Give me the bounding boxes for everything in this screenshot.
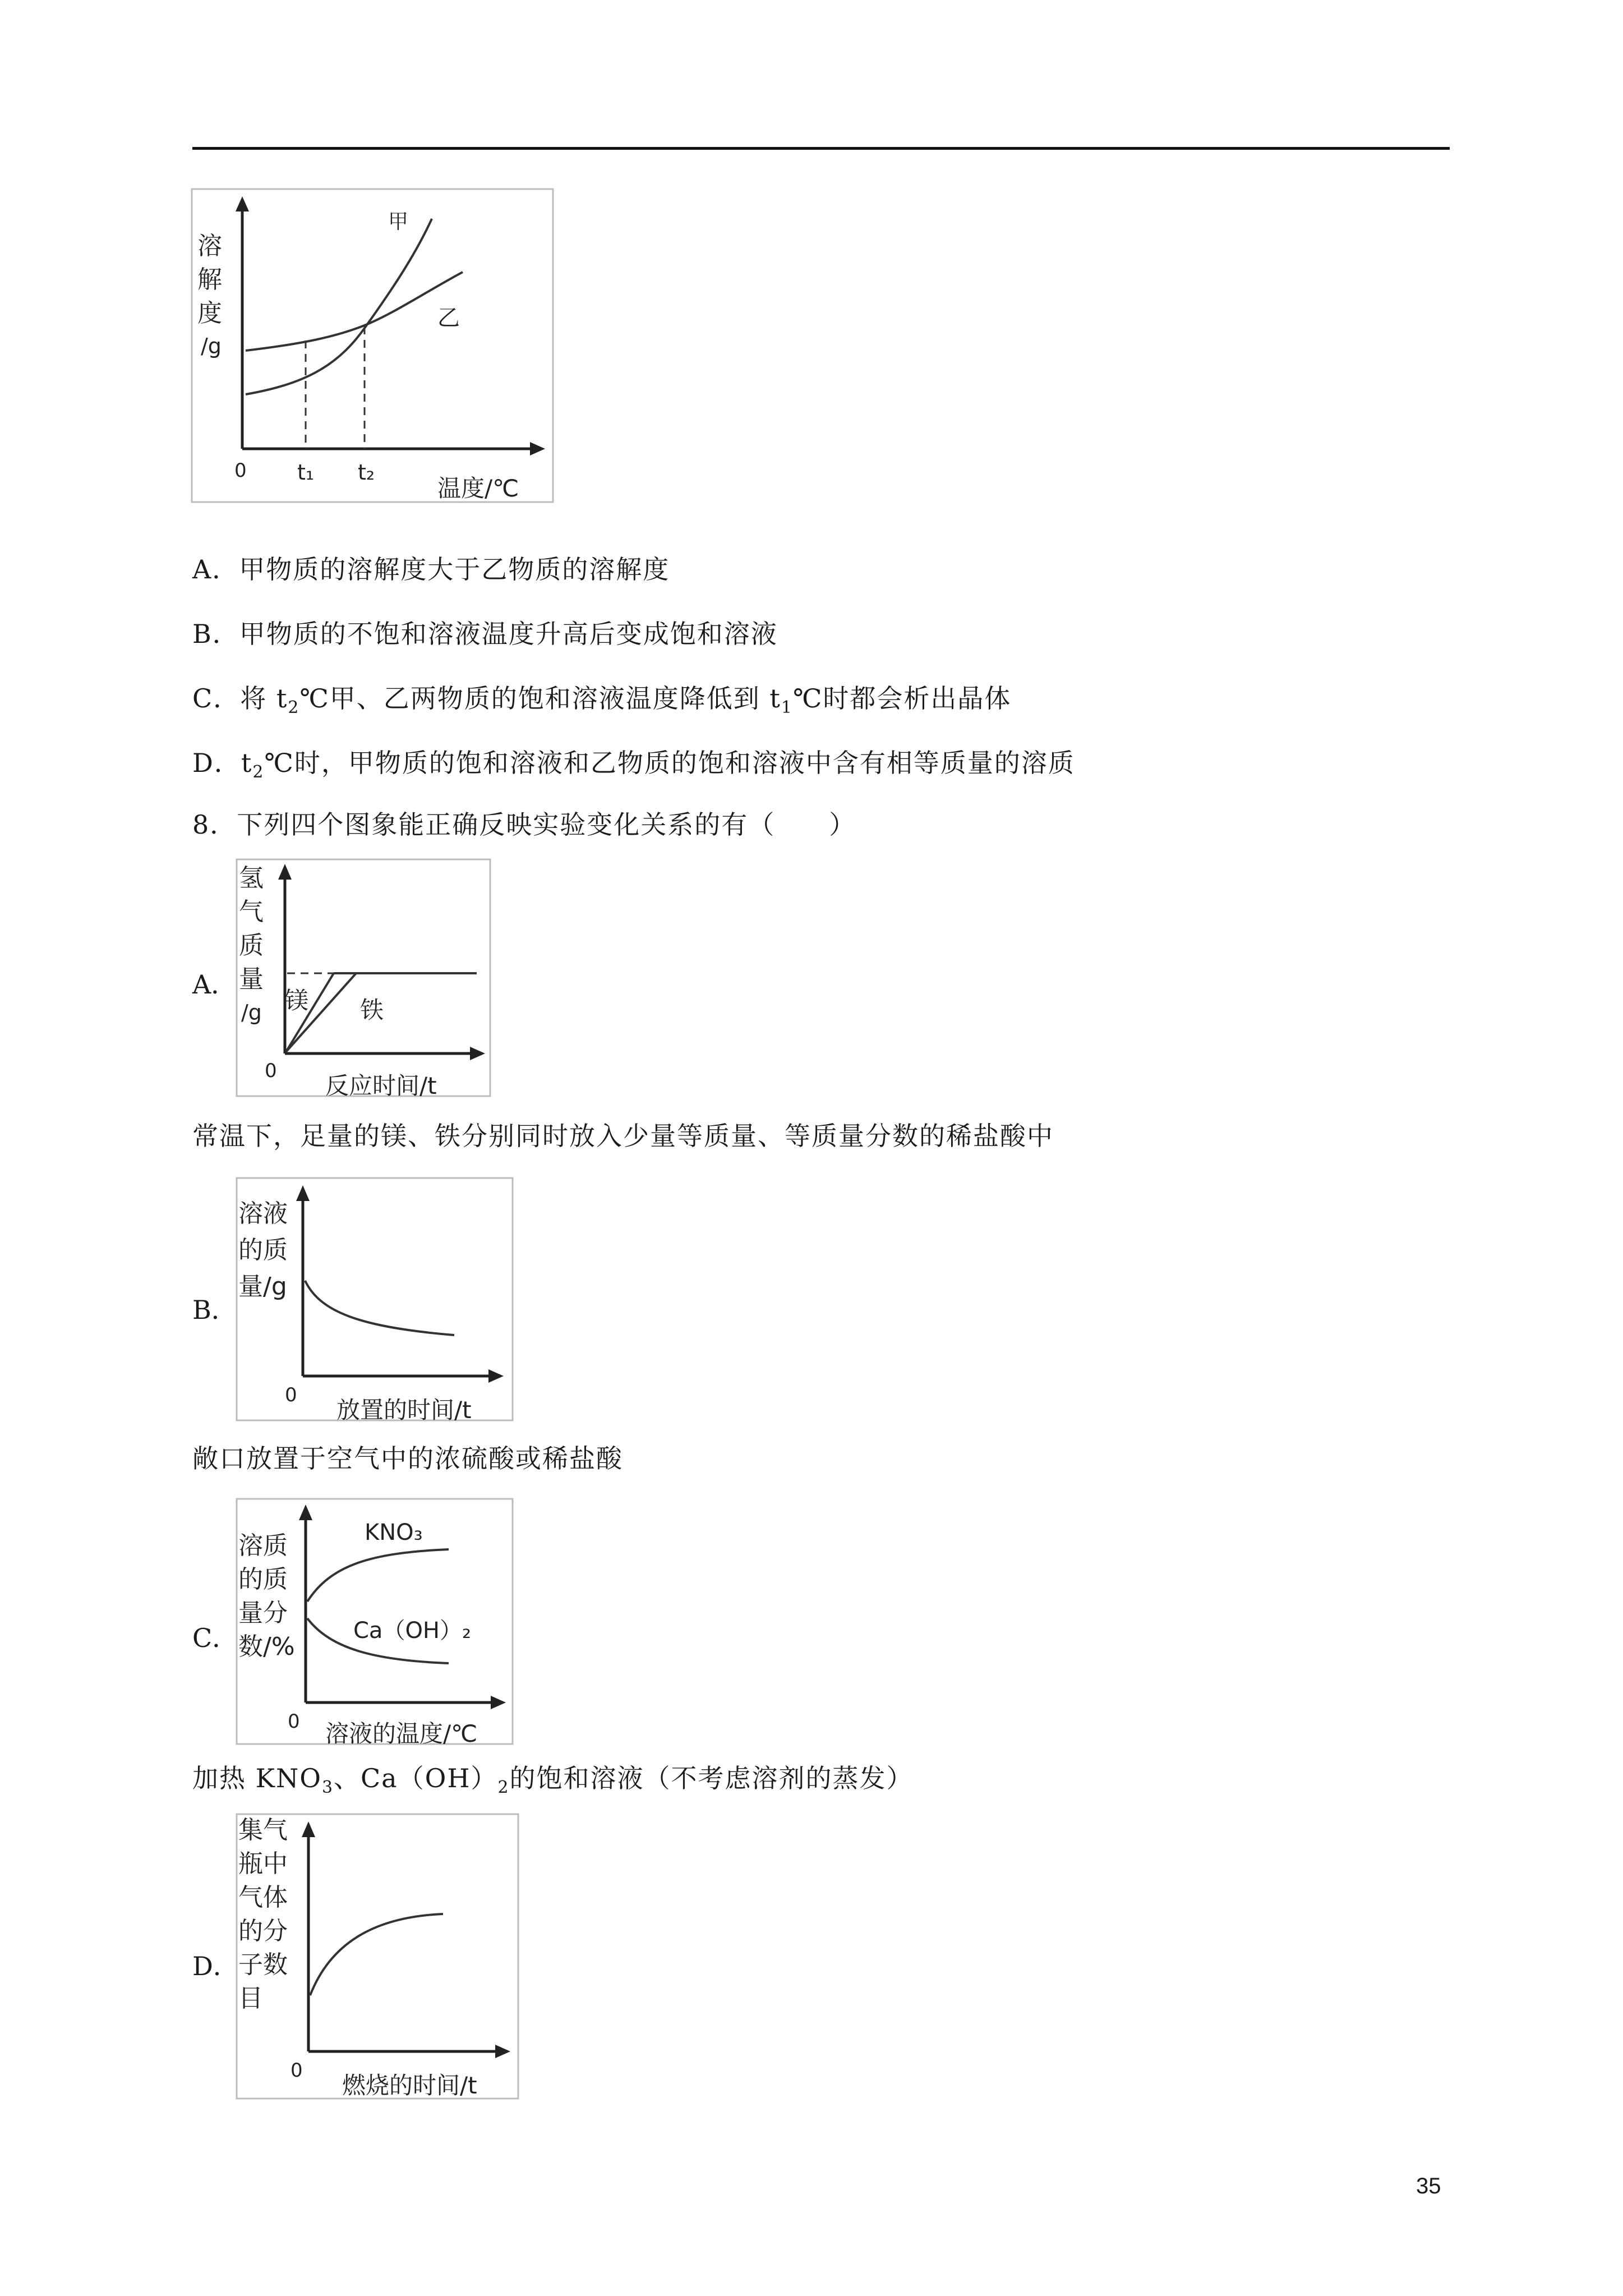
x-axis-label: 放置的时间/t (336, 1396, 472, 1424)
chart-c-mass-fraction (236, 1498, 516, 1747)
y-label-line: 量/g (238, 1272, 287, 1301)
y-axis-arrow (299, 1504, 312, 1520)
tick-t2: t₂ (358, 460, 375, 485)
chart-b-solution-mass (236, 1177, 516, 1424)
series-label-jia: 甲 (388, 210, 409, 233)
y-axis-arrow (278, 864, 292, 880)
y-label-line: 溶液 (238, 1199, 288, 1228)
y-label-line: 溶质 (238, 1531, 288, 1560)
curve-decay (305, 1281, 454, 1335)
tick-t1: t₁ (297, 460, 315, 485)
x-axis-arrow (488, 1369, 504, 1383)
y-label-line: 的质 (238, 1565, 288, 1594)
y-label-char: 溶 (197, 232, 222, 260)
option-a-label: A． (192, 969, 237, 1000)
y-label-char: 解 (197, 265, 222, 294)
option-a-q7: A．甲物质的溶解度大于乙物质的溶解度 (192, 554, 670, 585)
y-label-char: 质 (239, 931, 264, 960)
y-axis-arrow (236, 196, 249, 211)
caption-b: 敞口放置于空气中的浓硫酸或稀盐酸 (192, 1443, 623, 1474)
y-label-char: 氢 (239, 864, 264, 892)
series-label-yi: 乙 (437, 305, 460, 331)
origin-label: 0 (265, 1060, 277, 1082)
origin-label: 0 (291, 2059, 303, 2082)
y-label-line: 目 (238, 1984, 263, 2013)
option-d-q7: D．$t_2℃$时，甲物质的饱和溶液和乙物质的饱和溶液中含有相等质量的溶质 (192, 748, 1075, 783)
series-label-mg: 镁 (285, 987, 309, 1014)
y-label-char: 气 (239, 898, 264, 926)
curve-yi (246, 272, 463, 351)
origin-label: 0 (285, 1384, 297, 1406)
x-axis-arrow (530, 442, 545, 455)
origin-label: 0 (288, 1710, 300, 1733)
option-b-q7: B．甲物质的不饱和溶液温度升高后变成饱和溶液 (192, 619, 778, 649)
x-axis-arrow (495, 2045, 510, 2058)
curve-molecules (310, 1914, 443, 1995)
y-label-line: 的质 (238, 1236, 288, 1264)
origin-label: 0 (234, 459, 247, 482)
series-label-caoh2: Ca（OH）₂ (353, 1618, 472, 1644)
header-rule (192, 147, 1450, 150)
series-label-kno3: KNO₃ (365, 1520, 423, 1545)
x-axis-arrow (491, 1696, 506, 1709)
option-b-label: B． (192, 1295, 237, 1325)
question-8-stem: 8．下列四个图象能正确反映实验变化关系的有（ ） (192, 809, 856, 840)
y-axis-arrow (302, 1821, 315, 1837)
option-c-label: C． (192, 1623, 238, 1653)
chart-d-gas-molecules (236, 1813, 522, 2102)
y-label-line: 气体 (238, 1883, 288, 1912)
page-number: 35 (1416, 2174, 1441, 2198)
x-axis-label: 溶液的温度/℃ (325, 1720, 478, 1747)
caption-a: 常温下，足量的镁、铁分别同时放入少量等质量、等质量分数的稀盐酸中 (192, 1121, 1054, 1151)
y-label-line: 集气 (238, 1816, 288, 1844)
chart-a-hydrogen (236, 858, 494, 1099)
y-label-line: 量分 (238, 1599, 288, 1627)
x-axis-label: 反应时间/t (325, 1072, 437, 1099)
solubility-chart (191, 188, 555, 505)
y-axis-arrow (296, 1185, 310, 1201)
x-axis-label: 温度/℃ (437, 475, 519, 502)
y-label-line: 的分 (238, 1917, 288, 1945)
option-d-label: D． (192, 1951, 239, 1981)
x-axis-arrow (470, 1047, 485, 1060)
curve-kno3 (307, 1549, 449, 1602)
y-label-char: 度 (197, 299, 222, 328)
y-label-line: 数/% (238, 1632, 295, 1661)
caption-c: 加热 $KNO_3$、$Ca(OH)_2$的饱和溶液（不考虑溶剂的蒸发） (192, 1763, 914, 1798)
option-c-q7: C．将 $t_2℃$甲、乙两物质的饱和溶液温度降低到 $t_1℃$时都会析出晶体 (192, 683, 1012, 718)
y-label-line: 子数 (238, 1950, 288, 1979)
series-label-fe: 铁 (360, 996, 384, 1024)
y-label-unit: /g (201, 334, 222, 358)
y-label-line: 瓶中 (238, 1849, 288, 1878)
y-label-unit: /g (241, 1000, 262, 1025)
x-axis-label: 燃烧的时间/t (342, 2072, 477, 2099)
figure-frame (192, 189, 553, 502)
y-label-char: 量 (239, 965, 264, 993)
